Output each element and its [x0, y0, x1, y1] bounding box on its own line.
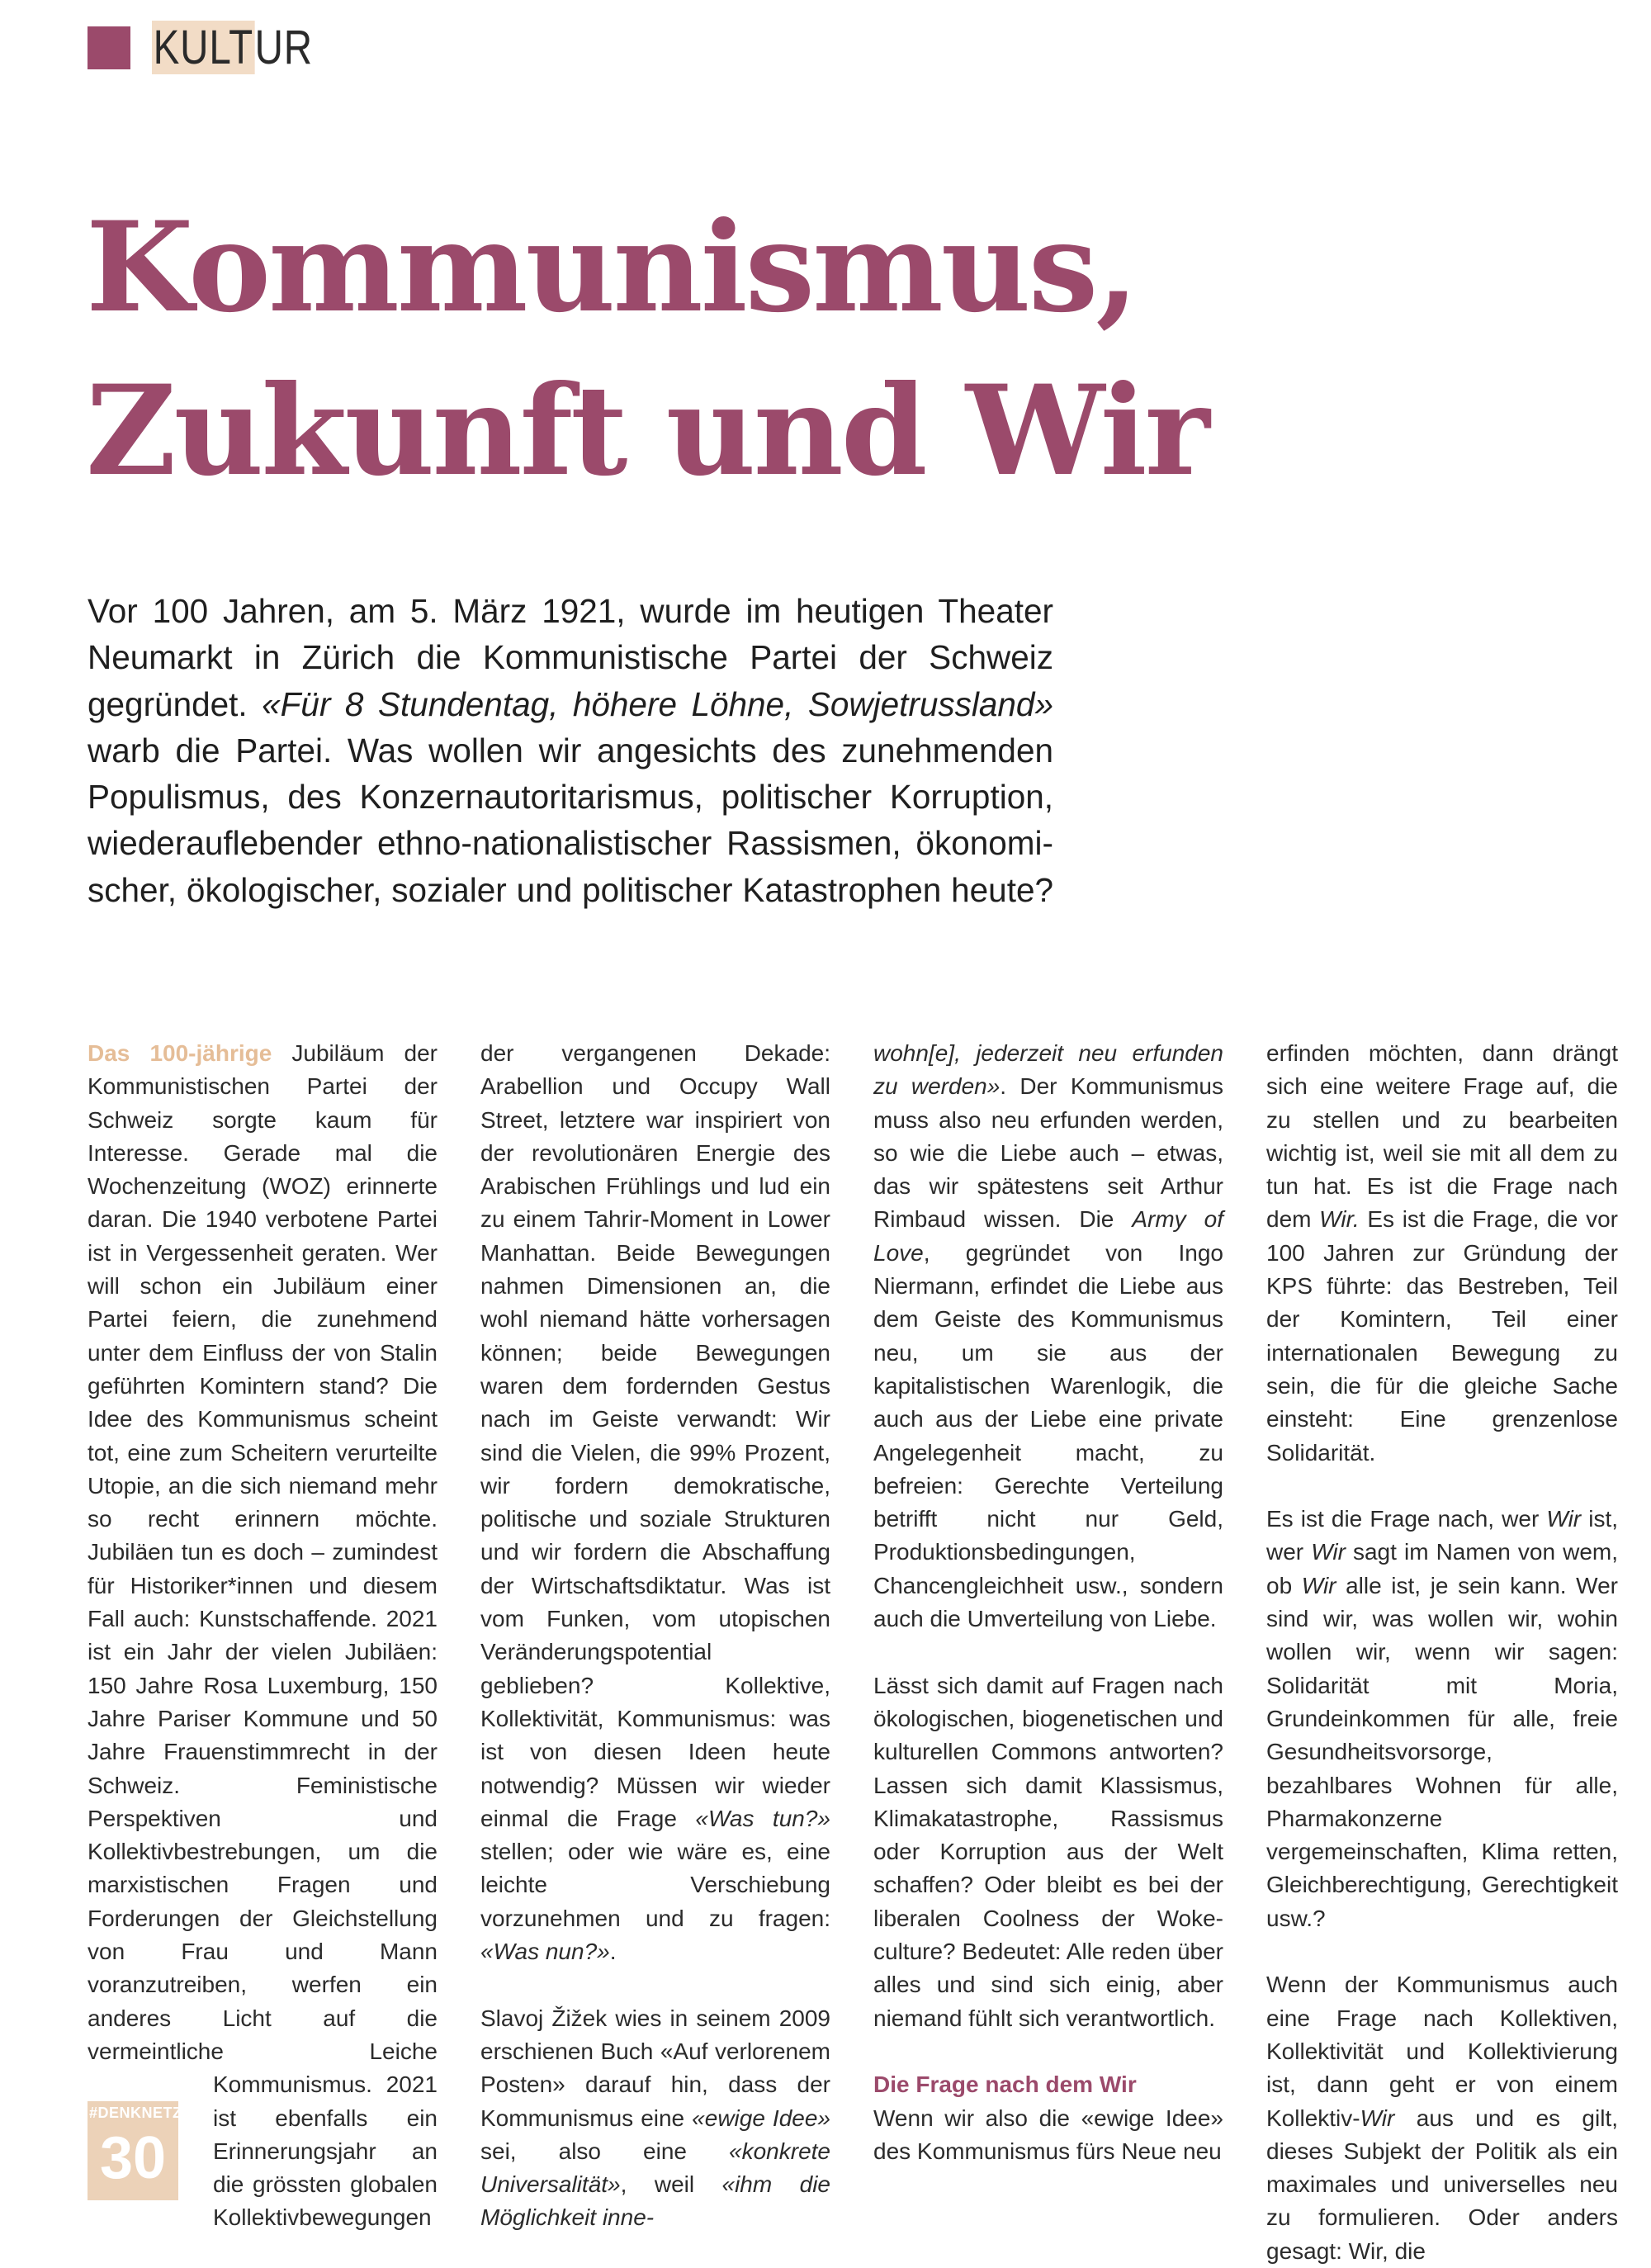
emphasis: «Was nun?» [480, 1939, 610, 1965]
lead-line: warb die Partei. Was wollen wir angesichts des zunehmenden [88, 731, 1053, 769]
headline-line-2: Zukunft und Wir [86, 358, 1208, 504]
emphasis: «Was tun?» [695, 1805, 830, 1831]
emphasis: Wir. [1319, 1206, 1360, 1233]
logo-label: #DENKNETZ [89, 2105, 182, 2122]
article-headline [86, 186, 1208, 513]
body-paragraph [480, 1037, 830, 1968]
emphasis: Wir [1301, 1572, 1336, 1598]
emphasis: Wir [1360, 2105, 1395, 2131]
paragraph-text: ist, wer [1266, 1506, 1619, 1565]
body-column-3 [873, 1037, 1223, 2168]
body-paragraph [480, 2002, 830, 2235]
section-marker-square [88, 26, 130, 69]
section-label [152, 23, 313, 73]
section-header [88, 23, 348, 73]
lead-line [88, 681, 1053, 727]
paragraph-text: Wenn der Kommunismus auch eine Frage nach Kollektiven, Kollektivität und Kollektivierung ist, dann geht er von einem Kollektiv- [1266, 1972, 1618, 2131]
emphasis: Wir [1546, 1506, 1582, 1532]
body-column-4 [1266, 1037, 1618, 2268]
article-lead [88, 588, 1053, 913]
paragraph-text: der vergangenen Dekade: Arabellion und Occupy Wall Street, letztere war inspiriert von der revolutionären Energie des Arabischen Frühlings und lud ein zu einem Tahrir-Moment in Lower Manhattan. Beide Bewegungen nahmen Dimensionen an, die wohl niemand hätte vorhersagen können; beide Bewegungen waren dem fordernden Gestus nach im Geiste verwandt: Wir sind die Vielen, die 99% Prozent, wir fordern demokratische, politische und soziale Strukturen und wir fordern die Abschaffung der Wirtschaftsdiktatur. Was ist vom Funken, vom utopischen Veränderungspotential geblieben? Kollektive, Kollektivität, Kommunismus: was ist von diesen Ideen heute notwendig? Müssen wir wieder einmal die Frage [480, 1040, 830, 1831]
paragraph-text: stellen; oder wie wäre es, eine leichte Verschiebung vorzunehmen und zu fragen: [480, 1839, 830, 1931]
paragraph-text: sagt im Namen von wem, ob [1266, 1539, 1618, 1598]
paragraph-text: erfinden möchten, dann drängt sich eine weitere Frage auf, die zu stellen und zu bearbeiten wichtig ist, weil sie mit all dem zu tun hat. Es ist die Frage nach dem [1266, 1040, 1618, 1233]
body-paragraph: Lässt sich damit auf Fragen nach ökologischen, biogenetischen und kulturellen Commons antworten? Lassen sich damit Klassismus, Klimakatastrophe, Rassismus oder Korruption aus der Welt schaffen? Oder bleibt es bei der liberalen Coolness der Woke-culture? Bedeutet: Alle reden über alles und sind sich einig, aber niemand fühlt sich verantwortlich. [873, 1672, 1223, 2031]
lead-line: wiederauflebender ethno-nationalistischer Rassismen, ökonomi- [88, 824, 1053, 863]
body-column-2 [480, 1037, 830, 2235]
section-label-rest: UR [254, 21, 313, 74]
lead-line: scher, ökologischer, sozialer und politischer Katastrophen heute? [88, 870, 1053, 909]
emphasis: Wir [1311, 1539, 1346, 1565]
paragraph-text: Slavoj Žižek wies in seinem 2009 erschienen Buch «Auf verlorenem Posten» darauf hin, dass der Kommunismus eine [480, 2005, 830, 2131]
paragraph-text: alle ist, je sein kann. Wer sind wir, was wollen wir, wohin wollen wir, wenn wir sagen: Solidarität mit Moria, Grundeinkommen für alle, freie Gesundheitsvorsorge, bezahlbares Wohnen für alle, Pharmakonzerne vergemeinschaften, Klima retten, Gleichberechtigung, Gerechtigkeit usw.? [1266, 1572, 1618, 1931]
paragraph-text: , gegründet von Ingo Niermann, erfindet die Liebe aus dem Geiste des Kommunismus neu, um sie aus der kapitalistischen Warenlogik, die auch aus der Liebe eine private Angelegenheit macht, zu befreien: Gerechte Verteilung betrifft nicht nur Geld, Produktionsbedingungen, Chancengleichheit usw., sondern auch die Umverteilung von Liebe. [873, 1239, 1223, 1632]
paragraph-text: aus und es gilt, dieses Subjekt der Politik als ein maximales und universelles neu zu formulieren. Oder anders gesagt: Wir, die [1266, 2105, 1618, 2264]
body-paragraph [873, 1037, 1223, 1636]
paragraph-text: Es ist die Frage, die vor 100 Jahren zur Gründung der KPS führte: das Bestreben, Teil der Komintern, Teil einer internationalen Bewegung zu sein, die für die gleiche Sache einsteht: Eine grenzenlose Solidarität. [1266, 1206, 1619, 1465]
body-column-1 [88, 1037, 438, 2235]
lead-line: Populismus, des Konzernautoritarismus, politischer Korruption, [88, 778, 1053, 817]
denknetz-logo [88, 2101, 203, 2205]
section-label-highlight: KULT [153, 21, 253, 74]
headline-line-1: Kommunismus, [86, 195, 1137, 340]
paragraph-text: Jubiläum der Kommunistischen Partei der Schweiz sorgte kaum für Interesse. Gerade mal die Wochenzeitung (WOZ) erinnerte daran. Die 1940 verbotene Partei ist in Vergessenheit geraten. Wer will schon ein Jubiläum einer Partei feiern, die zunehmend unter dem Einfluss der von Stalin geführten Komintern stand? Die Idee des Kommunismus scheint tot, eine zum Scheitern verurteilte Utopie, an die sich niemand mehr so recht erinnern möchte. Jubiläen tun es doch – zumindest für Historiker*innen und diesem Fall auch: Kunstschaffende. 2021 ist ein Jahr der vielen Jubiläen: 150 Jahre Rosa Luxemburg, 150 Jahre Pariser Kommune und 50 Jahre Frauenstimmrecht in der Schweiz. Feministische Perspektiven und Kollektivbestrebungen, um die marxistischen Fragen und Forderungen der Gleichstellung von Frau und Mann voranzutreiben, werfen ein anderes Licht auf die vermeintliche Leiche Kommunismus. 2021 [88, 1040, 438, 2098]
emphasis: Army of Love [873, 1206, 1223, 1266]
emphasis: «konkrete Universalität» [480, 2138, 830, 2198]
lead-text: gegründet. [88, 684, 263, 723]
body-paragraph [1266, 1968, 1618, 2268]
paragraph-text: . [609, 1939, 617, 1965]
body-paragraph [1266, 1037, 1618, 1470]
logo-number: 30 [99, 2125, 167, 2192]
section-subheading: Die Frage nach dem Wir [873, 2072, 1137, 2098]
body-paragraph [88, 1037, 438, 2235]
lead-quote: «Für 8 Stundentag, höhere Löhne, Sowjetrussland» [262, 684, 1053, 723]
paragraph-text: ist ebenfalls ein Erinnerungsjahr an die grössten globalen Kollektivbewegungen [213, 2105, 438, 2231]
paragraph-text: sei, also eine [480, 2138, 730, 2164]
emphasis: «ewige Idee» [692, 2105, 831, 2131]
body-paragraph [1266, 1503, 1618, 1935]
lead-line: Vor 100 Jahren, am 5. März 1921, wurde im heutigen Theater [88, 592, 1053, 630]
paragraph-text: , weil [620, 2171, 722, 2198]
lead-line: Neumarkt in Zürich die Kommunistische Partei der Schweiz [88, 638, 1053, 677]
paragraph-text: . Der Kommunismus muss also neu erfunden werden, so wie die Liebe auch – etwas, das wir spätestens seit Arthur Rimbaud wissen. Die [873, 1073, 1223, 1233]
emphasis: «ihm die Möglichkeit inne- [480, 2171, 830, 2231]
emphasis: wohn[e], jederzeit neu erfunden zu werden» [873, 1040, 1223, 1100]
lead-in-words: Das 100-jährige [88, 1040, 272, 1066]
paragraph-text: Es ist die Frage nach, wer [1266, 1506, 1547, 1532]
denknetz-logo-badge [88, 2101, 182, 2200]
body-paragraph: Wenn wir also die «ewige Idee» des Kommunismus fürs Neue neu [873, 2105, 1223, 2164]
